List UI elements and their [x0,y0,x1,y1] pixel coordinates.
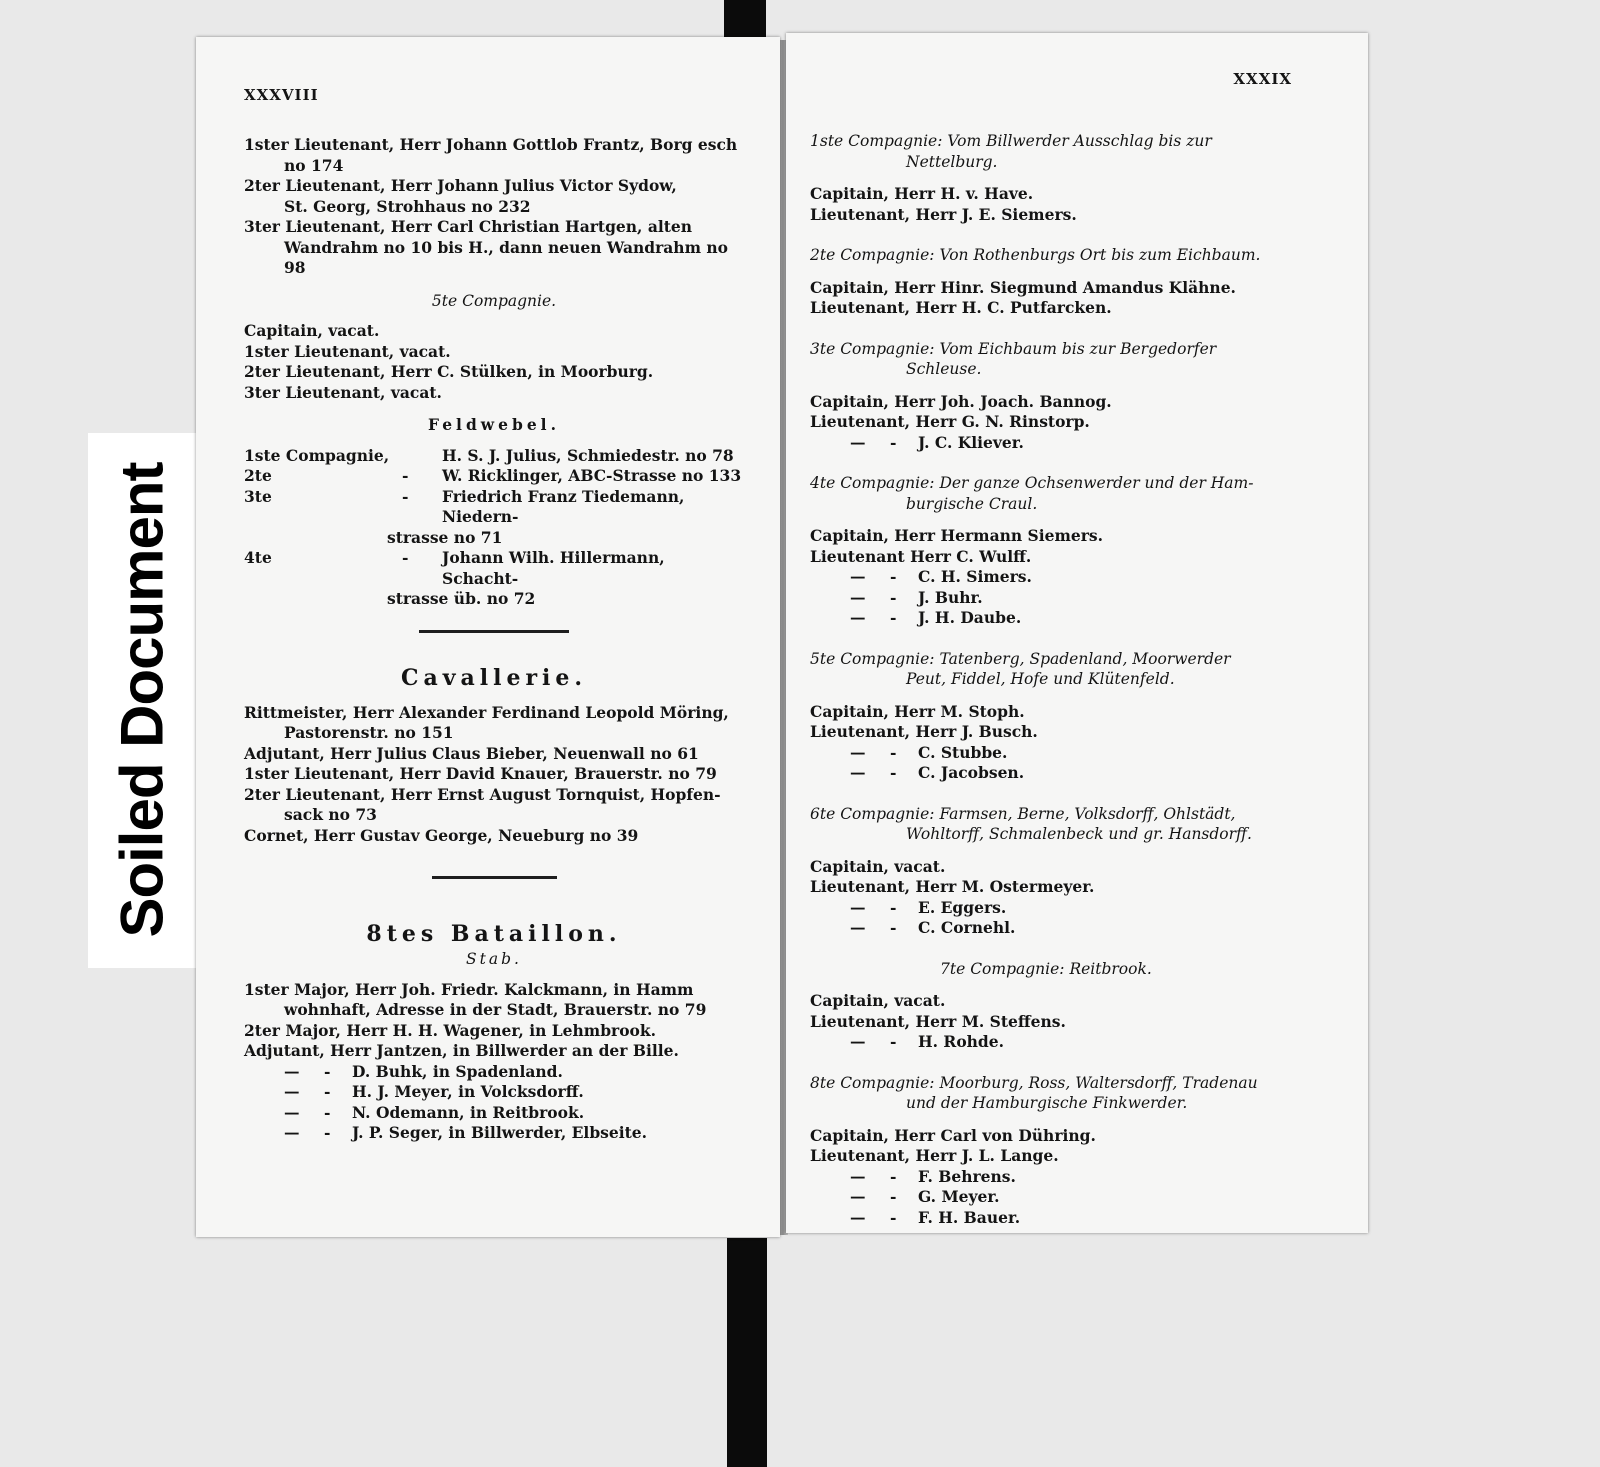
company-heading-line [810,473,1316,494]
officer-row [810,763,1316,784]
dash-mark: — [850,897,866,917]
company5-line: 2ter Lieutenant, Herr C. Stülken, in Moorburg. [244,362,654,381]
dash-mark: — [284,1102,300,1122]
officer-name: G. Meyer. [918,1187,1000,1206]
ditto-mark [402,446,442,467]
feldwebel-name-text: H. S. J. Julius, Schmiedestr. no 78 [442,445,734,465]
entry-first-line: Adjutant, Herr Julius Claus Bieber, Neuenwall no 61 [244,743,699,763]
officer-name: D. Buhk, in Spadenland. [352,1061,563,1081]
dash-mark: — [850,742,866,762]
ditto-mark: - [890,1187,897,1206]
top-entries [244,135,744,279]
spacer [810,453,1316,463]
officer-row [810,205,1316,226]
page-number-left: XXXVIII [244,86,319,104]
company-label: 4te Compagnie: [810,474,935,492]
officer-name: N. Odemann, in Reitbrook. [352,1102,585,1122]
company-area: Vom Eichbaum bis zur Bergedorfer [939,339,1217,358]
company-area-cont: Nettelburg. [906,152,998,171]
company-block [810,339,1316,454]
officer-row [810,1208,1316,1229]
feldwebel-name [387,548,744,610]
officer-name: J. C. Kliever. [918,432,1024,452]
officer-row [244,1062,744,1083]
entry-continuation: sack no 73 [284,805,377,824]
officer-name: Capitain, Herr M. Stoph. [810,701,1025,721]
officer-row [810,991,1316,1012]
ditto-mark: - [402,548,409,567]
feldwebel-row [244,446,744,467]
section-divider [419,630,569,633]
officer-row [810,1032,1316,1053]
feldwebel-row [244,487,744,549]
officer-row [810,702,1316,723]
company-heading-line [940,959,1316,980]
bataillon-entries [244,980,744,1062]
entry-first-line: 1ster Lieutenant, Herr Johann Gottlob Frantz, Borg esch [244,135,738,154]
entry-continuation: wohnhaft, Adresse in der Stadt, Brauerstr. no 79 [284,1000,707,1019]
company-label: 5te Compagnie: [810,649,935,668]
feldwebel-name-text: Friedrich Franz Tiedemann, Niedern- [442,486,685,526]
ditto-mark: - [890,587,897,607]
company5-heading-text: 5te Compagnie. [431,291,557,310]
page-number-right: XXXIX [1233,70,1292,88]
ditto-mark: - [890,567,897,586]
officer-row [810,1126,1316,1147]
cavallerie-entry [244,764,744,785]
officer-row [810,298,1316,319]
cavallerie-entry [244,703,744,744]
cavallerie-heading: Cavallerie. [400,664,588,691]
company-area: Moorburg, Ross, Waltersdorff, Tradenau [939,1073,1258,1092]
ditto-mark: - [890,918,897,937]
officer-row [810,743,1316,764]
ditto-mark: - [324,1082,331,1101]
feldwebel-name [442,466,744,487]
officer-name: Lieutenant, Herr J. E. Siemers. [810,204,1077,224]
officer-row [810,608,1316,629]
company-block [810,473,1316,629]
feldwebel-name [442,446,744,467]
company-heading [810,804,1316,845]
officer-row [810,547,1316,568]
feldwebel-row [244,548,744,610]
dash-mark: — [850,608,866,627]
company-area-cont: burgische Craul. [906,494,1038,513]
officer-name: F. H. Bauer. [918,1207,1021,1227]
company-heading-line [810,804,1316,825]
officer-row [810,184,1316,205]
dash-mark: — [284,1082,300,1101]
stab-heading: Stab. [466,950,522,968]
company-heading-line [810,131,1316,152]
spacer [810,629,1316,639]
feldwebel-name-cont: strasse no 71 [387,527,503,547]
officer-name: Capitain, vacat. [810,991,946,1010]
dash-mark: — [850,567,866,586]
officer-entry [244,176,744,217]
entry-first-line: 1ster Major, Herr Joh. Friedr. Kalckmann, in Hamm [244,979,694,999]
feldwebel-name-text: Johann Wilh. Hillermann, Schacht- [442,548,665,588]
company-area: Tatenberg, Spadenland, Moorwerder [939,649,1231,668]
entry-first-line: 1ster Lieutenant, Herr David Knauer, Brauerstr. no 79 [244,764,717,783]
right-page [786,33,1368,1233]
entry-first-line: Rittmeister, Herr Alexander Ferdinand Leopold Möring, [244,702,729,722]
company-block [810,131,1316,225]
officer-entry [244,135,744,176]
entry-continuation: no 174 [284,155,344,175]
officer-name: C. Stubbe. [918,742,1008,762]
dash-mark: — [284,1061,300,1081]
ditto-mark: - [324,1102,331,1122]
company-heading-line [810,1073,1316,1094]
entry-first-line: 2ter Lieutenant, Herr Ernst August Tornquist, Hopfen- [244,784,721,804]
ditto-mark: - [402,466,409,485]
company-area-cont: und der Hamburgische Finkwerder. [906,1094,1188,1112]
dash-mark: — [850,1187,866,1206]
officer-name: E. Eggers. [918,897,1007,917]
officer-name: Capitain, vacat. [810,856,946,876]
company-area: Reitbrook. [1069,959,1152,978]
spacer [810,319,1316,329]
ditto-mark: - [324,1061,331,1081]
officer-row [810,392,1316,413]
ditto-mark: - [890,1032,897,1051]
company-area: Farmsen, Berne, Volksdorff, Ohlstädt, [939,804,1236,823]
entry-continuation: Wandrahm no 10 bis H., dann neuen Wandrahm no 98 [284,237,728,277]
ditto-mark: - [890,742,897,762]
officer-row [810,567,1316,588]
bataillon-heading: 8tes Bataillon. [366,921,622,947]
officer-name: Lieutenant, Herr J. Busch. [810,722,1038,741]
company-heading [810,339,1316,380]
officer-name: F. Behrens. [918,1166,1016,1186]
left-page-content [244,135,744,1144]
officer-name: C. H. Simers. [918,567,1032,586]
soiled-document-badge [88,433,196,968]
ditto-mark: - [890,432,897,452]
company-area: Vom Billwerder Ausschlag bis zur [947,132,1212,150]
cavallerie-entry [244,744,744,765]
entry-first-line: 2ter Major, Herr H. H. Wagener, in Lehmbrook. [244,1020,657,1040]
officer-name: H. Rohde. [918,1032,1005,1051]
ditto-mark: - [324,1123,331,1142]
company-heading [810,959,1316,980]
entry-continuation: Pastorenstr. no 151 [284,723,454,742]
company-area-cont: Wohltorff, Schmalenbeck und gr. Hansdorff. [906,825,1252,843]
company-block [810,1073,1316,1229]
dash-mark: — [850,1166,866,1186]
company-block [810,245,1316,319]
feldwebel-table [244,446,744,610]
ditto-mark: - [402,486,409,506]
company-block [810,649,1316,784]
company-area: Der ganze Ochsenwerder und der Ham- [939,474,1254,492]
officer-name: J. P. Seger, in Billwerder, Elbseite. [352,1123,648,1142]
officer-row [810,918,1316,939]
officer-name: J. Buhr. [918,587,983,607]
officer-row [810,898,1316,919]
company-heading-line [810,245,1316,266]
officer-row [810,1012,1316,1033]
officer-name: Lieutenant, Herr G. N. Rinstorp. [810,412,1090,431]
company-area: Von Rothenburgs Ort bis zum Eichbaum. [939,246,1261,264]
entry-first-line: 3ter Lieutenant, Herr Carl Christian Hartgen, alten [244,217,693,236]
company-heading [810,131,1316,172]
cavallerie-entries [244,703,744,847]
feldwebel-company: 3te [244,486,272,506]
officer-name: H. J. Meyer, in Volcksdorff. [352,1082,584,1101]
left-page [196,37,780,1237]
entry-first-line: Adjutant, Herr Jantzen, in Billwerder an der Bille. [244,1041,679,1060]
company-label: 8te Compagnie: [810,1073,935,1092]
bataillon-officers [244,1062,744,1144]
officer-name: C. Jacobsen. [918,763,1025,782]
dash-mark: — [850,587,866,607]
company-block [810,804,1316,939]
company5-line: 1ster Lieutenant, vacat. [244,341,451,361]
officer-name: C. Cornehl. [918,918,1016,937]
company5-line: 3ter Lieutenant, vacat. [244,382,442,402]
company-heading [810,245,1316,266]
officer-name: Lieutenant, Herr J. L. Lange. [810,1146,1059,1165]
officer-row [810,526,1316,547]
feldwebel-company: 4te [244,548,272,567]
company-block [810,959,1316,1053]
officer-name: Capitain, Herr Joh. Joach. Bannog. [810,391,1112,411]
feldwebel-name [387,486,744,549]
officer-name: Capitain, Herr H. v. Have. [810,184,1034,203]
officer-row [244,1082,744,1103]
ditto-mark: - [890,897,897,917]
officer-row [810,1167,1316,1188]
officer-name: J. H. Daube. [918,608,1022,627]
spacer [810,225,1316,235]
company-heading [810,649,1316,690]
company-label: 1ste Compagnie: [810,132,943,150]
feldwebel-row [244,466,744,487]
officer-row [810,412,1316,433]
badge-label: Soiled Document [108,462,176,938]
company-area-cont: Schleuse. [906,360,982,378]
officer-row [244,1103,744,1124]
dash-mark: — [850,918,866,937]
dash-mark: — [850,432,866,452]
spacer [810,939,1316,949]
company5-line: Capitain, vacat. [244,321,380,340]
officer-row [810,588,1316,609]
feldwebel-name-cont: strasse üb. no 72 [387,589,536,608]
company-label: 7te Compagnie: [940,959,1065,978]
dash-mark: — [850,1032,866,1051]
ditto-mark: - [890,1207,897,1227]
right-page-content [810,121,1316,1228]
dash-mark: — [850,763,866,782]
spacer [810,1053,1316,1063]
officer-row [810,1187,1316,1208]
company-area-cont: Peut, Fiddel, Hofe und Klütenfeld. [906,670,1175,688]
officer-name: Lieutenant Herr C. Wulff. [810,546,1032,566]
company-label: 6te Compagnie: [810,804,935,823]
ditto-mark: - [890,608,897,627]
officer-row [810,433,1316,454]
officer-row [244,1123,744,1144]
company-heading-line [810,649,1316,670]
feldwebel-name-text: W. Ricklinger, ABC-Strasse no 133 [442,466,742,485]
officer-row [810,722,1316,743]
binding-strap-bottom [727,1238,767,1467]
officer-row [810,877,1316,898]
officer-row [810,278,1316,299]
officer-entry [244,217,744,279]
officer-row [810,1146,1316,1167]
ditto-mark: - [890,763,897,782]
company-heading-line [810,339,1316,360]
section-divider [432,876,557,879]
bataillon-entry [244,1021,744,1042]
cavallerie-entry [244,785,744,826]
entry-first-line: 2ter Lieutenant, Herr Johann Julius Victor Sydow, [244,176,677,195]
officer-row [810,857,1316,878]
officer-name: Capitain, Herr Hermann Siemers. [810,526,1104,545]
entry-continuation: St. Georg, Strohhaus no 232 [284,196,531,216]
company-heading [810,473,1316,514]
ditto-mark: - [890,1166,897,1186]
bataillon-entry [244,980,744,1021]
cavallerie-entry [244,826,744,847]
officer-name: Lieutenant, Herr M. Steffens. [810,1011,1066,1031]
officer-name: Capitain, Herr Hinr. Siegmund Amandus Klähne. [810,277,1236,297]
company5-lines [244,321,744,403]
officer-name: Lieutenant, Herr M. Ostermeyer. [810,877,1095,896]
company-label: 2te Compagnie: [810,246,935,264]
bataillon-entry [244,1041,744,1062]
officer-name: Capitain, Herr Carl von Dühring. [810,1125,1096,1145]
dash-mark: — [284,1123,300,1142]
feldwebel-company: 2te [244,466,272,485]
feldwebel-company: 1ste Compagnie, [244,445,390,465]
company-heading [810,1073,1316,1114]
entry-first-line: Cornet, Herr Gustav George, Neueburg no 39 [244,825,639,845]
company5-heading [244,291,744,312]
dash-mark: — [850,1207,866,1227]
feldwebel-heading: Feldwebel. [428,415,560,434]
company-label: 3te Compagnie: [810,339,935,358]
spacer [810,784,1316,794]
officer-name: Lieutenant, Herr H. C. Putfarcken. [810,298,1112,317]
